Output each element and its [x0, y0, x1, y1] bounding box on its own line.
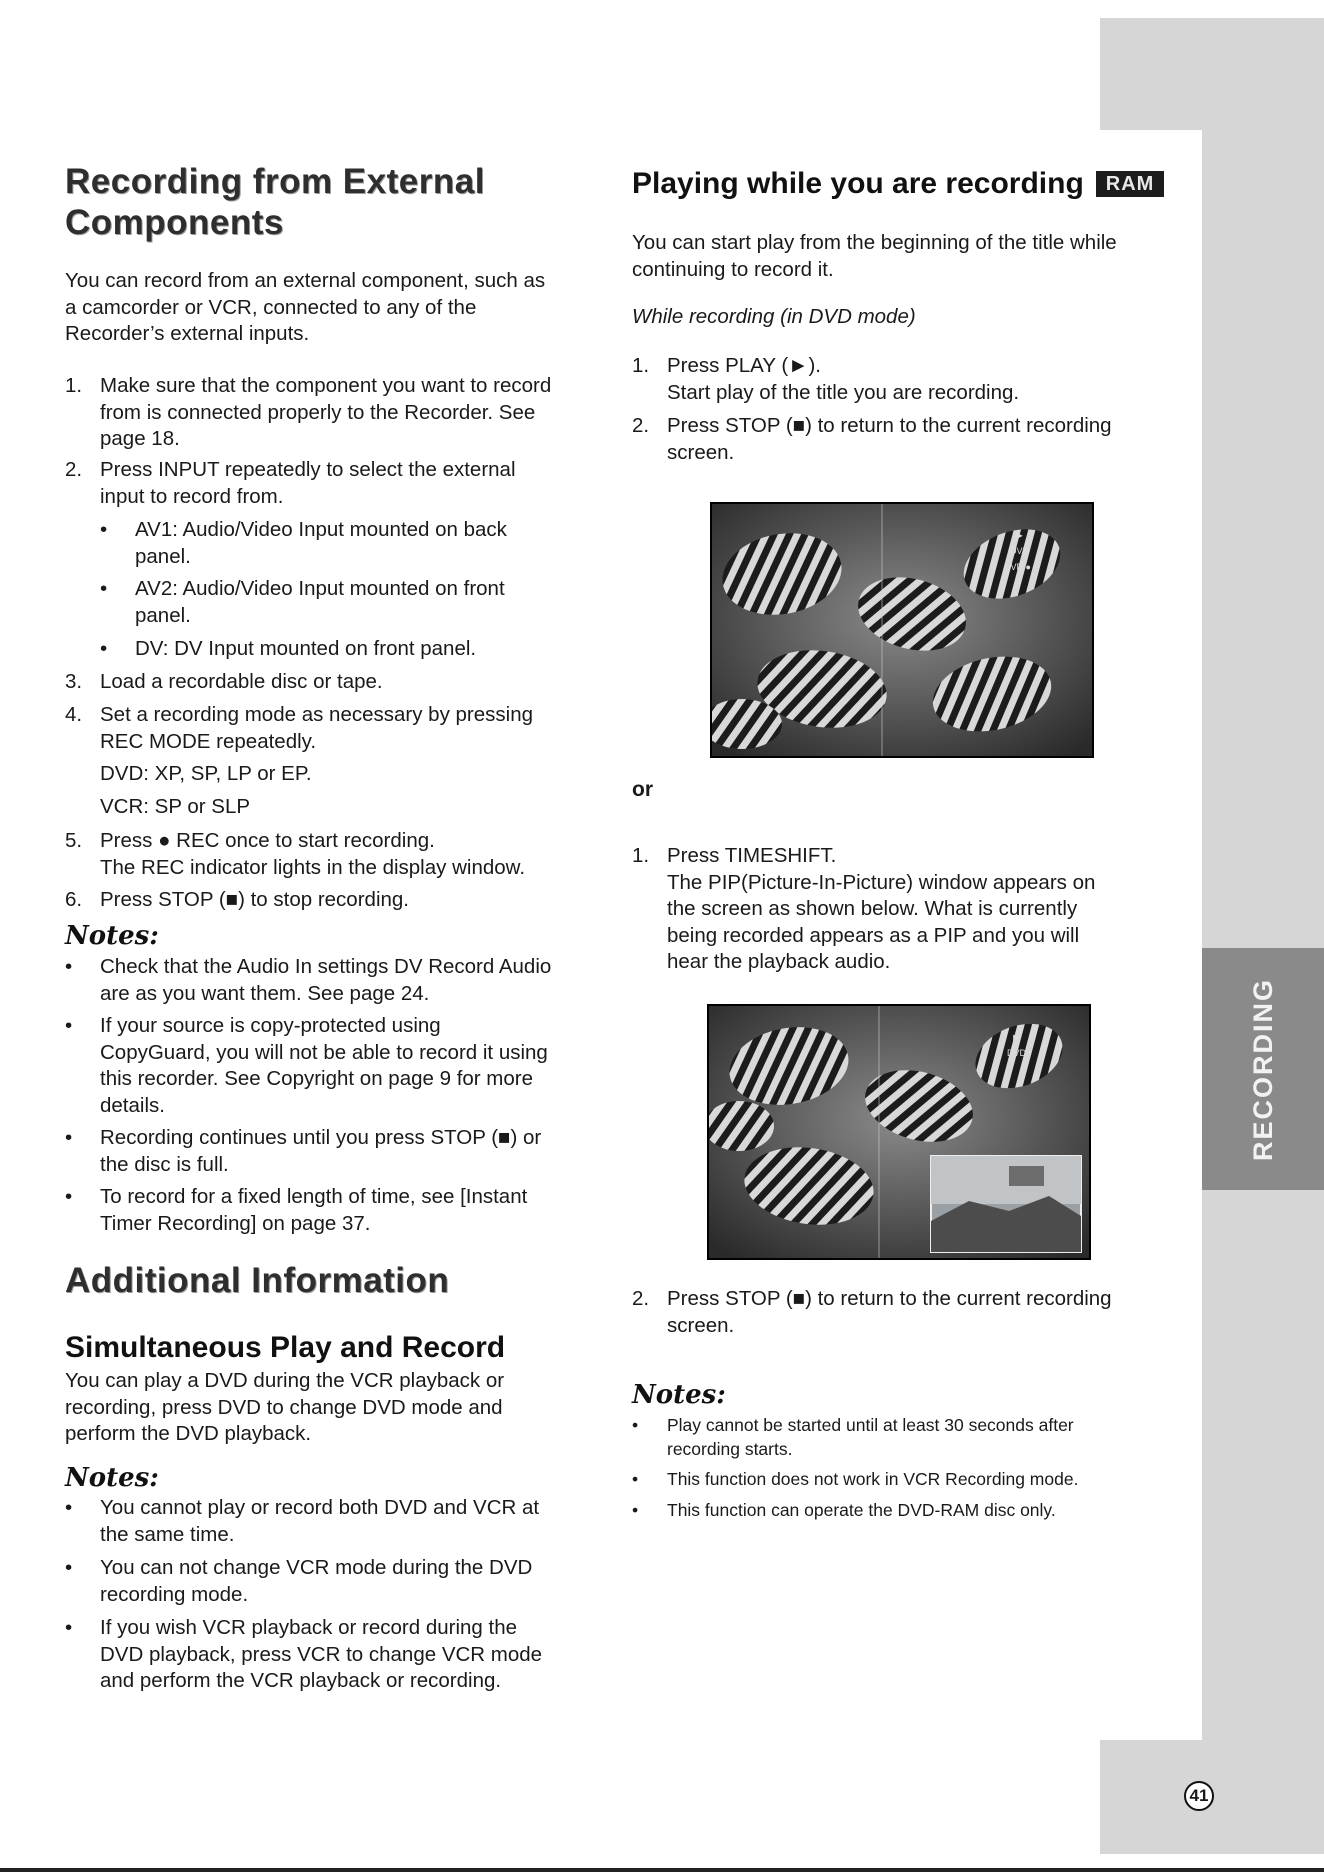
note-4: • To record for a fixed length of time, see [Instant Timer Recording] on page 37. — [65, 1185, 528, 1235]
note2-1: • You cannot play or record both DVD and VCR at the same time. — [65, 1496, 540, 1546]
note-2: • If your source is copy-protected using CopyGuard, you will not be able to record it using this recorder. See Copyright on page 9 for more details. — [65, 1014, 548, 1117]
section-tab-label: RECORDING — [1247, 977, 1278, 1161]
osd2-play-label: ► — [1011, 1032, 1022, 1044]
section-title-line2: Components — [65, 203, 284, 242]
osd2-dvd-label: DVD — [1007, 1048, 1027, 1058]
right-section-title: Playing while you are recording RAM — [632, 166, 1164, 202]
osd-dvd-rec-label: DVD ● — [1004, 562, 1031, 572]
osd-play-label: ► — [1014, 530, 1025, 542]
note2-3: • If you wish VCR playback or record during the DVD playback, press VCR to change VCR mode and perform the VCR playback or recording. — [65, 1616, 543, 1692]
page-number: 41 — [1184, 1781, 1214, 1811]
step-5: 5. Press ● REC once to start recording. The REC indicator lights in the display window. — [65, 829, 526, 879]
simultaneous-title: Simultaneous Play and Record — [65, 1331, 506, 1364]
notes2-heading: Notes: — [65, 1463, 159, 1493]
fish-photo-pip-icon — [709, 1006, 1089, 1258]
bottom-rule — [0, 1868, 1324, 1872]
right-note-1: • Play cannot be started until at least 30 seconds after recording starts. — [632, 1415, 1074, 1459]
input-option-av1: • AV1: Audio/Video Input mounted on back panel. — [100, 518, 507, 568]
notes-heading: Notes: — [65, 921, 159, 951]
mode-vcr: VCR: SP or SLP — [100, 794, 251, 818]
step-2: 2. Press INPUT repeatedly to select the external input to record from. — [65, 458, 516, 508]
step-3: 3. Load a recordable disc or tape. — [65, 670, 383, 693]
fish-photo-icon — [712, 504, 1092, 756]
additional-info-title: Additional Information — [65, 1261, 450, 1300]
note-1: • Check that the Audio In settings DV Record Audio are as you want them. See page 24. — [65, 955, 552, 1005]
step-4: 4. Set a recording mode as necessary by pressing REC MODE repeatedly. DVD: XP, SP, LP or EP. VCR: SP or SLP — [65, 702, 605, 820]
step-6: 6. Press STOP (■) to stop recording. — [65, 888, 409, 911]
note2-2: • You can not change VCR mode during the DVD recording mode. — [65, 1556, 533, 1606]
note-3: • Recording continues until you press STOP (■) or the disc is full. — [65, 1126, 542, 1176]
or-separator: or — [632, 778, 653, 801]
right-step-a2: 2. Press STOP (■) to return to the current recording screen. — [632, 414, 1112, 464]
section-title-line1: Recording from External — [65, 162, 485, 201]
simultaneous-body: You can play a DVD during the VCR playback or recording, press DVD to change DVD mode and perform the DVD playback. — [65, 1369, 505, 1445]
recording-condition: While recording (in DVD mode) — [632, 305, 916, 328]
right-note-2: • This function does not work in VCR Recording mode. — [632, 1469, 1079, 1489]
right-notes-heading: Notes: — [632, 1380, 726, 1410]
input-option-av2: • AV2: Audio/Video Input mounted on front panel. — [100, 577, 505, 627]
ram-badge: RAM — [1096, 171, 1165, 197]
right-step-b2: 2. Press STOP (■) to return to the current recording screen. — [632, 1287, 1112, 1337]
right-step-b1: 1. Press TIMESHIFT. The PIP(Picture-In-Picture) window appears on the screen as shown below. What is currently being recorded appears as a PIP and you will hear the playback audio. — [632, 844, 1096, 973]
input-option-dv: • DV: DV Input mounted on front panel. — [100, 637, 477, 660]
step-1: 1. Make sure that the component you want to record from is connected properly to the Recorder. See page 18. — [65, 374, 552, 450]
osd-dvd-label: DVD — [1010, 546, 1030, 556]
right-step-a1: 1. Press PLAY (►). Start play of the title you are recording. — [632, 354, 1020, 404]
right-note-3: • This function can operate the DVD-RAM disc only. — [632, 1500, 1056, 1520]
intro-paragraph: You can record from an external component, such as a camcorder or VCR, connected to any of the Recorder’s external inputs. — [65, 269, 546, 345]
playback-screen-image — [710, 502, 1094, 758]
mode-dvd: DVD: XP, SP, LP or EP. — [100, 762, 312, 785]
pip-screen-image — [707, 1004, 1091, 1260]
right-intro: You can start play from the beginning of the title while continuing to record it. — [632, 231, 1117, 281]
